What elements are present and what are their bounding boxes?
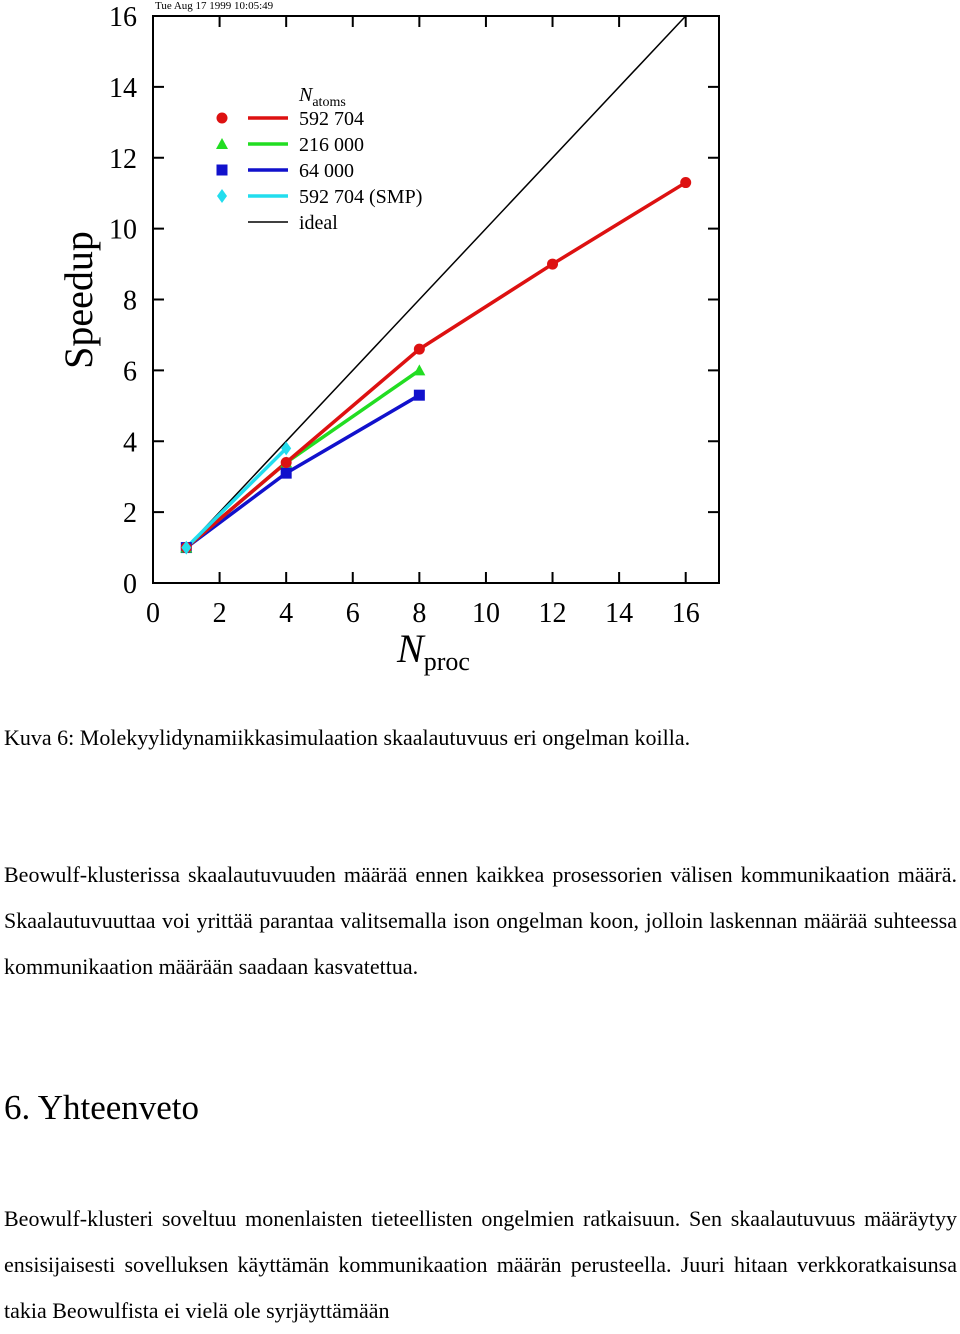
data-point bbox=[281, 457, 292, 468]
x-tick-labels bbox=[146, 598, 700, 629]
y-tick-label: 6 bbox=[123, 356, 137, 388]
x-tick-label: 10 bbox=[471, 598, 500, 629]
legend-label: 64 000 bbox=[299, 160, 354, 182]
series-line bbox=[186, 448, 286, 547]
x-tick-label: 12 bbox=[538, 598, 567, 629]
data-point bbox=[281, 468, 292, 479]
legend-marker bbox=[217, 189, 227, 203]
x-tick-label: 0 bbox=[146, 598, 160, 629]
x-axis-label bbox=[396, 626, 470, 676]
legend-label: 592 704 (SMP) bbox=[299, 186, 423, 208]
series-lines bbox=[186, 16, 685, 548]
legend-title-sub: atoms bbox=[312, 95, 346, 110]
legend bbox=[216, 84, 422, 234]
x-tick-label: 4 bbox=[279, 598, 294, 629]
y-tick-labels bbox=[109, 2, 137, 600]
legend-label: 592 704 bbox=[299, 108, 364, 130]
y-tick-label: 12 bbox=[109, 143, 137, 175]
paragraph-scalability: Beowulf-klusterissa skaalautuvuuden määrää ennen kaikkea prosessorien välisen kommunikaation määrä. Skaalautuvuuttaa voi yrittää parantaa valitsemalla ison ongelman koon, jolloin laskennan määrää suhteessa kommunikaation määrään saadaan kasvatettua. bbox=[4, 862, 957, 979]
section-heading: 6. Yhteenveto bbox=[4, 1088, 200, 1127]
x-tick-label: 6 bbox=[345, 598, 360, 629]
y-tick-label: 10 bbox=[109, 214, 137, 246]
y-tick-label: 14 bbox=[109, 72, 137, 104]
legend-label: 216 000 bbox=[299, 134, 364, 156]
legend-label: ideal bbox=[299, 212, 338, 234]
figure-caption: Kuva 6: Molekyylidynamiikkasimulaation skaalautuvuus eri ongelman koilla. bbox=[4, 725, 691, 750]
data-point bbox=[547, 259, 558, 270]
legend-marker bbox=[217, 113, 228, 124]
y-tick-label: 8 bbox=[123, 285, 137, 317]
timestamp: Tue Aug 17 1999 10:05:49 bbox=[155, 0, 274, 12]
x-axis-label-main: N bbox=[397, 626, 424, 671]
data-point bbox=[680, 177, 691, 188]
legend-marker bbox=[217, 165, 228, 176]
x-tick-label: 14 bbox=[605, 598, 634, 629]
data-point bbox=[413, 364, 425, 375]
data-point bbox=[414, 344, 425, 355]
paragraph-summary: Beowulf-klusteri soveltuu monenlaisten tieteellisten ongelmien ratkaisuun. Sen skaalautuvuus määräytyy ensisijaisesti sovelluksen käyttämän kommunikaation määrän perusteella. Juuri hitaan verkkoratkaisunsa takia Beowulfista ei vielä ole syrjäyttämään bbox=[4, 1206, 957, 1323]
series-markers bbox=[180, 177, 691, 555]
y-tick-label: 2 bbox=[123, 498, 137, 530]
series-line bbox=[186, 16, 685, 548]
x-tick-label: 2 bbox=[212, 598, 227, 629]
data-point bbox=[414, 390, 425, 401]
x-tick-label: 8 bbox=[412, 598, 427, 629]
legend-marker bbox=[216, 138, 228, 149]
y-tick-label: 0 bbox=[123, 569, 137, 600]
legend-title-main: N bbox=[299, 84, 313, 106]
y-tick-label: 16 bbox=[109, 2, 137, 33]
series-line bbox=[186, 395, 419, 547]
x-axis-label-sub: proc bbox=[423, 647, 470, 676]
y-axis-label: Speedup bbox=[56, 231, 101, 369]
y-tick-label: 4 bbox=[123, 427, 137, 459]
legend-title bbox=[298, 84, 346, 110]
x-tick-label: 16 bbox=[671, 598, 700, 629]
